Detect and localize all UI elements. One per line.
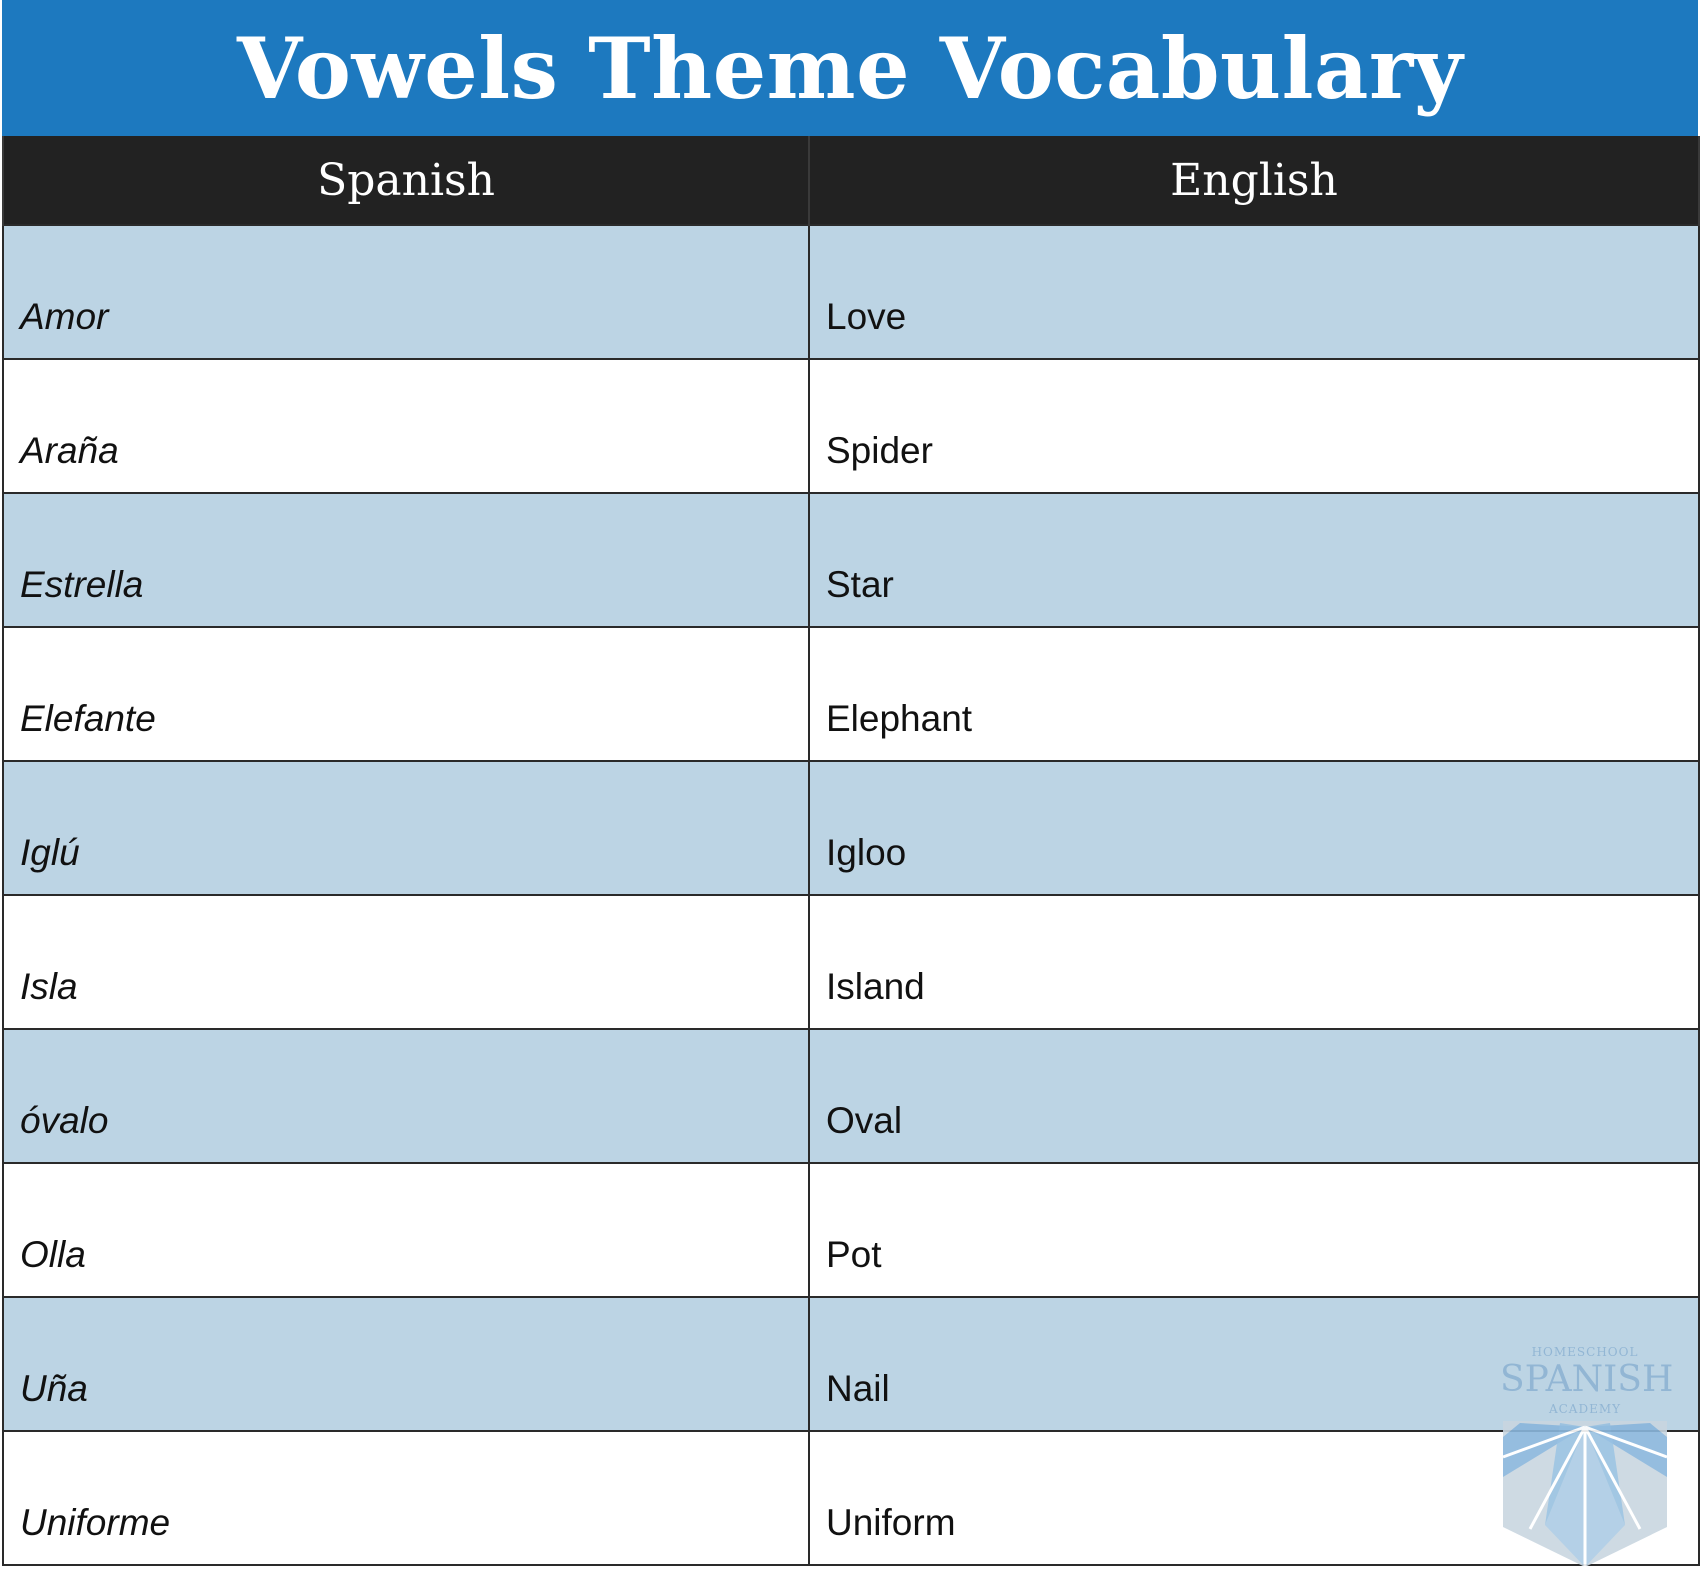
watermark-line-top: HOMESCHOOL	[1531, 1345, 1639, 1359]
shield-icon	[1500, 1417, 1670, 1569]
spanish-word: Elefante	[3, 627, 809, 761]
english-word: Pot	[809, 1163, 1699, 1297]
english-word: Star	[809, 493, 1699, 627]
vocabulary-sheet	[2, 0, 1698, 1566]
spanish-word: Isla	[3, 895, 809, 1029]
table-row	[3, 1029, 1699, 1163]
english-word: Oval	[809, 1029, 1699, 1163]
table-row	[3, 761, 1699, 895]
spanish-word: Estrella	[3, 493, 809, 627]
spanish-word: Olla	[3, 1163, 809, 1297]
spanish-word: Uña	[3, 1297, 809, 1431]
english-word: Island	[809, 895, 1699, 1029]
english-word: Nail	[809, 1297, 1699, 1431]
watermark-line-main: SPANISH	[1500, 1359, 1674, 1400]
english-word: Elephant	[809, 627, 1699, 761]
spanish-word: Araña	[3, 359, 809, 493]
table-row	[3, 225, 1699, 359]
table-row	[3, 895, 1699, 1029]
column-header-english: English	[809, 136, 1699, 225]
table-row	[3, 1163, 1699, 1297]
spanish-word: Iglú	[3, 761, 809, 895]
english-word: Igloo	[809, 761, 1699, 895]
table-row	[3, 1297, 1699, 1431]
spanish-word: Uniforme	[3, 1431, 809, 1565]
table-row	[3, 1431, 1699, 1565]
english-word: Uniform	[809, 1431, 1699, 1565]
table-row	[3, 493, 1699, 627]
table-row	[3, 627, 1699, 761]
page-title: Vowels Theme Vocabulary	[2, 0, 1698, 136]
english-word: Love	[809, 225, 1699, 359]
table-header-row	[3, 136, 1699, 225]
english-word: Spider	[809, 359, 1699, 493]
column-header-spanish: Spanish	[3, 136, 809, 225]
table-row	[3, 359, 1699, 493]
watermark-line-bottom: ACADEMY	[1548, 1402, 1622, 1416]
vocabulary-table	[2, 136, 1700, 1566]
spanish-word: óvalo	[3, 1029, 809, 1163]
academy-watermark-logo	[1500, 1345, 1674, 1570]
spanish-word: Amor	[3, 225, 809, 359]
